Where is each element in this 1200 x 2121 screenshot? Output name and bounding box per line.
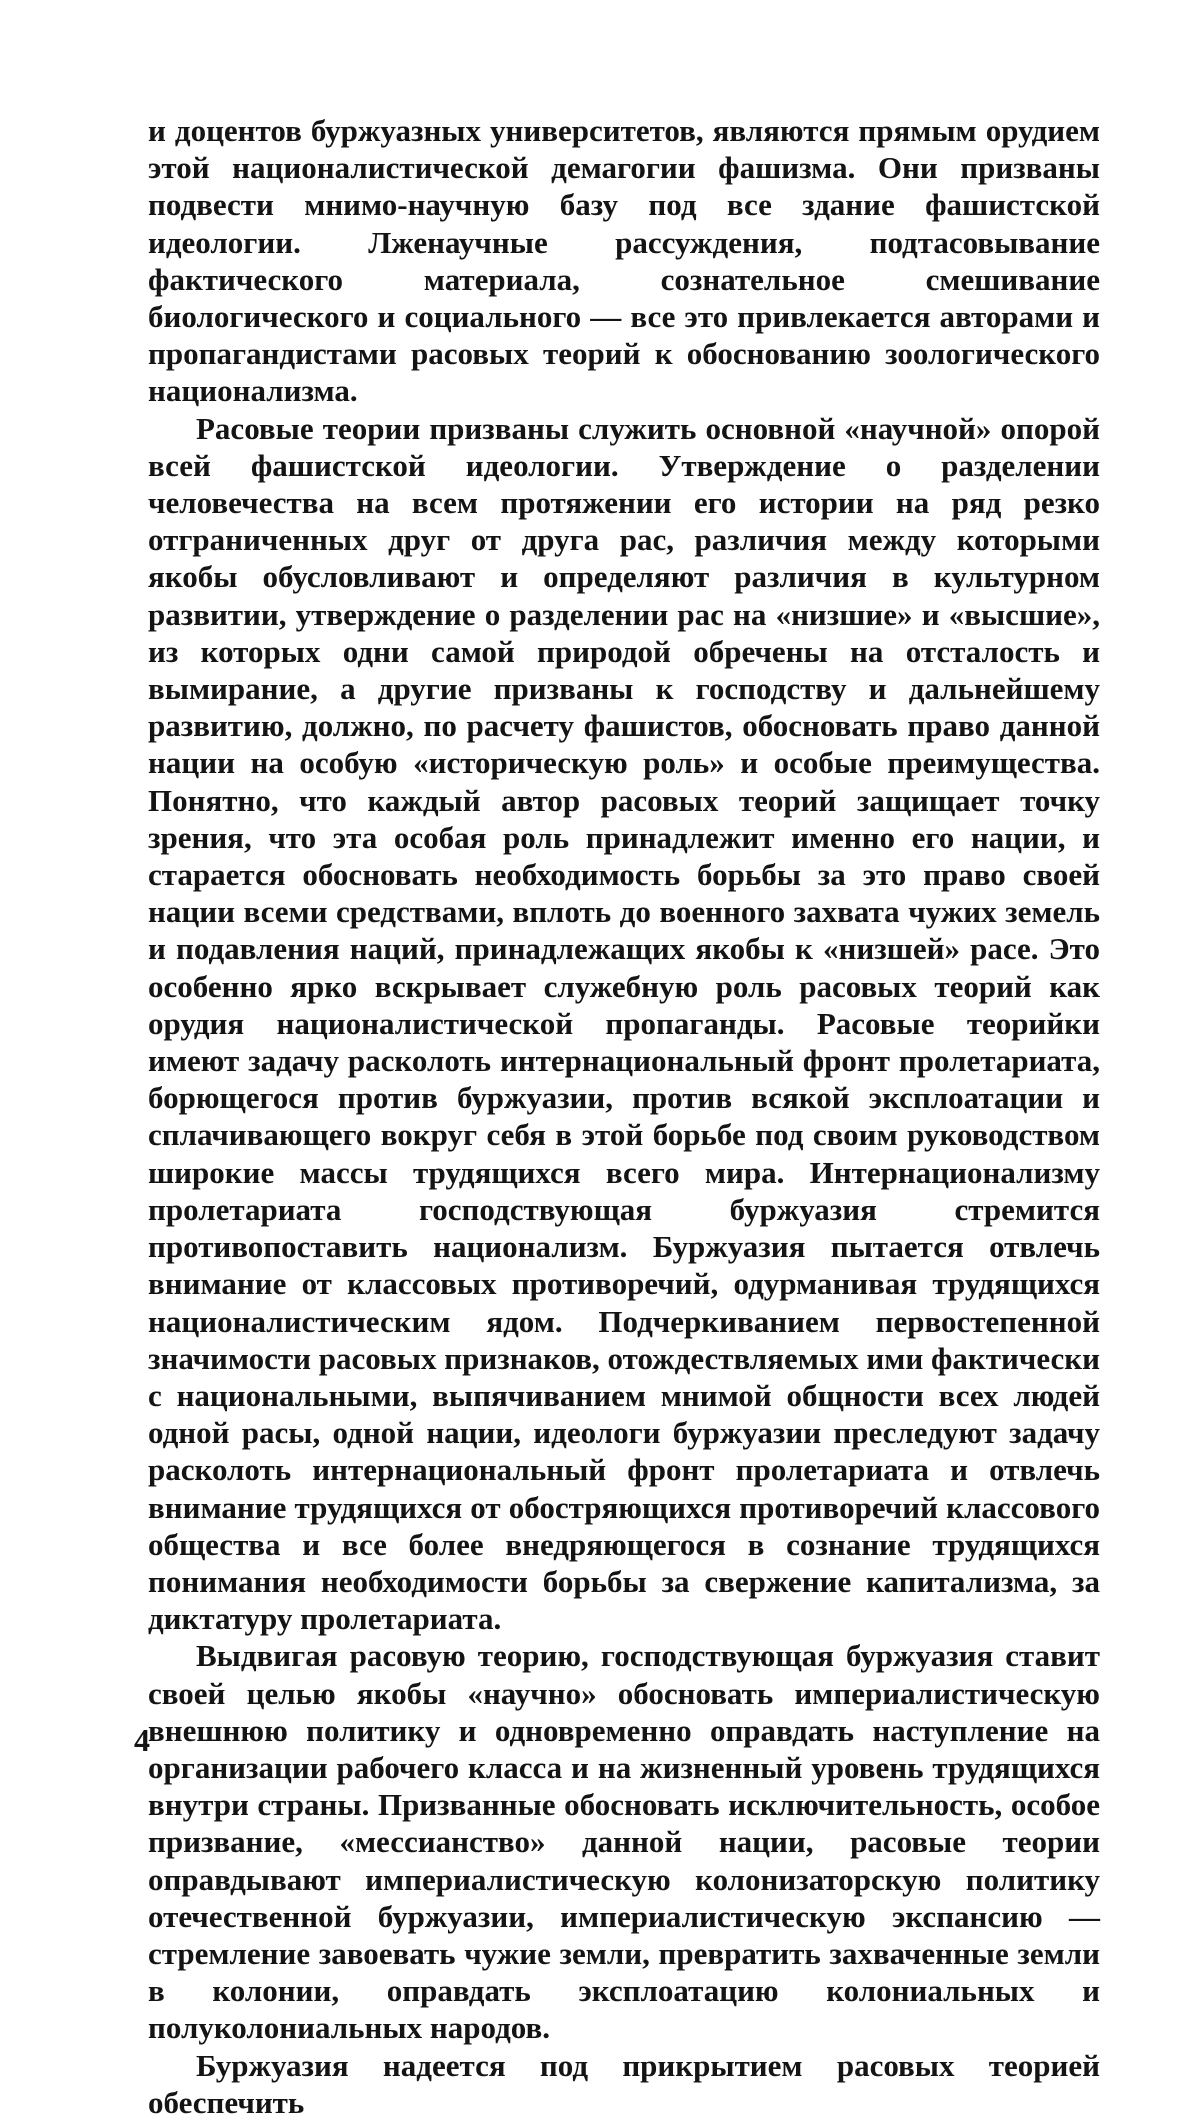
paragraph-racial-theories: Расовые теории призваны служить основной «научной» опорой всей фашистской идеологии. Утверждение о разделении человечества на всем протяжении его истории на ряд резко отграниченных друг от друга рас, различия между которыми якобы обусловливают и определяют различия в культурном развитии, утверждение о разделении рас на «низшие» и «высшие», из которых одни самой природой обречены на отсталость и вымирание, а другие призваны к господству и дальнейшему развитию, должно, по расчету фашистов, обосновать право данной нации на особую «историческую роль» и особые преимущества. Понятно, что каждый автор расовых теорий защищает точку зрения, что эта особая роль принадлежит именно его нации, и старается обосновать необходимость борьбы за это право своей нации всеми средствами, вплоть до военного захвата чужих земель и подавления наций, принадлежащих якобы к «низшей» расе. Это особенно ярко вскрывает служебную роль расовых теорий как орудия националистической пропаганды. Расовые теорийки имеют задачу расколоть интернациональный фронт пролетариата, борющегося против буржуазии, против всякой эксплоатации и сплачивающего вокруг себя в этой борьбе под своим руководством широкие массы трудящихся всего мира. Интернационализму пролетариата господствующая буржуазия стремится противопоставить национализм. Буржуазия пытается отвлечь внимание от классовых противоречий, одурманивая трудящихся националистическим ядом. Подчеркиванием первостепенной значимости расовых признаков, отождествляемых ими фактически с национальными, выпячиванием мнимой общности всех людей одной расы, одной нации, идеологи буржуазии преследуют задачу расколоть интернациональный фронт пролетариата и отвлечь внимание трудящихся от обостряющихся противоречий классового общества и все более внедряющегося в сознание трудящихся понимания необходимости борьбы за свержение капитализма, за диктатуру пролетариата. <box>148 410 1100 1637</box>
paragraph-imperialist-policy: Выдвигая расовую теорию, господствующая буржуазия ставит своей целью якобы «научно» обосновать империалистическую внешнюю политику и одновременно оправдать наступление на организации рабочего класса и на жизненный уровень трудящихся внутри страны. Призванные обосновать исключительность, особое призвание, «мессианство» данной нации, расовые теории оправдывают империалистическую колонизаторскую политику отечественной буржуазии, империалистическую экспансию — стремление завоевать чужие земли, превратить захваченные земли в колонии, оправдать эксплоатацию колониальных и полуколониальных народов. <box>148 1638 1100 2046</box>
page-number: 4 <box>134 1722 150 1758</box>
paragraph-bourgeoisie-hopes: Буржуазия надеется под прикрытием расовых теорией обеспечить <box>148 2047 1100 2120</box>
paragraph-continuation: и доцентов буржуазных университетов, являются прямым орудием этой националистической демагогии фашизма. Они призваны подвести мнимо-научную базу под все здание фашистской идеологии. Лженаучные рассуждения, подтасовывание фактического материала, сознательное смешивание биологического и социального — все это привлекается авторами и пропагандистами расовых теорий к обоснованию зоологического национализма. <box>148 113 1100 409</box>
body-text <box>148 112 1100 2121</box>
